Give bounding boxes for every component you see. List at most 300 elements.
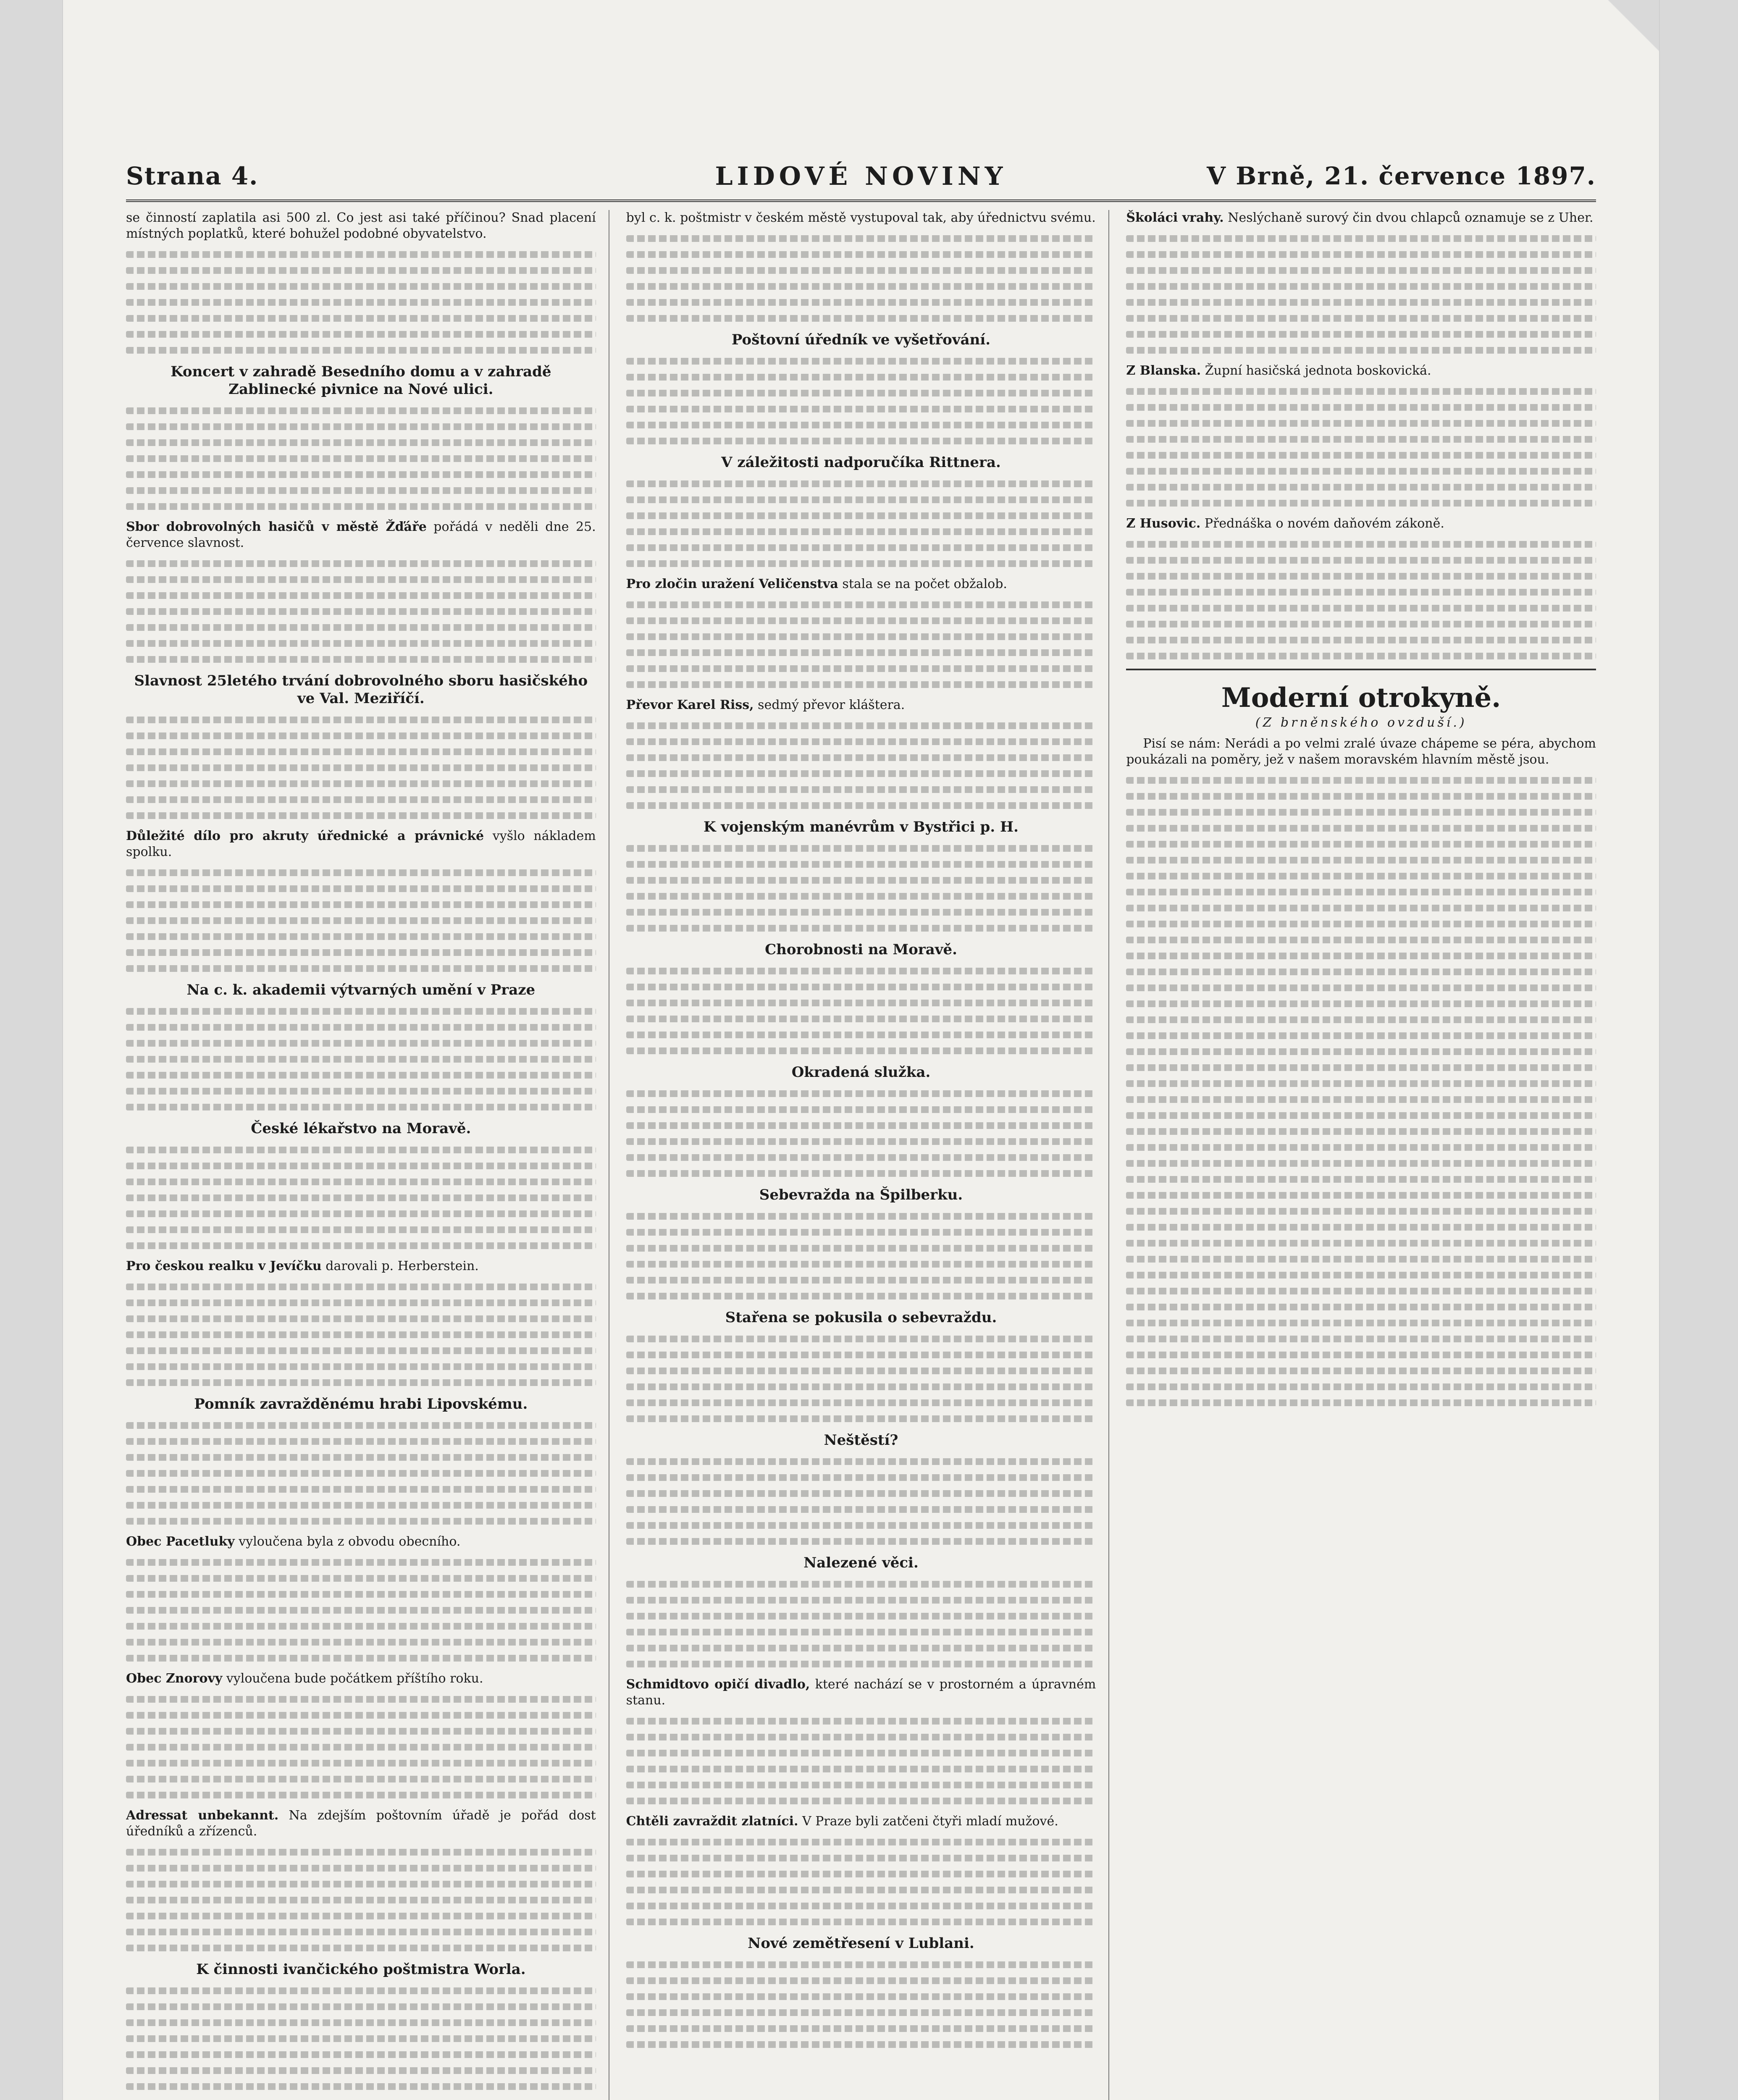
text-lines [1126,484,1596,491]
text-lines [126,965,596,972]
text-lines [626,1782,1096,1788]
text-lines [626,267,1096,274]
article [626,1431,1096,1449]
text-lines [626,1581,1096,1588]
article [626,697,1096,713]
text-lines [1126,1096,1596,1103]
text-lines [626,1903,1096,1909]
text-lines [626,665,1096,672]
text-lines [1126,1336,1596,1342]
text-lines [126,1331,596,1338]
text-lines [1126,1368,1596,1374]
text-lines [626,968,1096,974]
text-lines [126,299,596,306]
text-lines [626,358,1096,365]
text-lines [126,624,596,631]
text-lines [626,1629,1096,1635]
text-lines [126,1897,596,1903]
text-lines [126,1379,596,1386]
text-lines [126,1776,596,1782]
article [626,331,1096,349]
text-lines [126,1575,596,1582]
text-lines [626,1993,1096,2000]
article-text: byl c. k. poštmistr v českém městě vystupoval tak, aby úřednictvu svému. [626,210,1096,225]
article [626,1814,1096,1830]
article-headline: Poštovní úředník ve vyšetřování. [731,331,991,348]
text-lines [126,764,596,771]
text-lines [626,251,1096,258]
article-text: Na zdejším poštovním úřadě je pořád dost úředníků a zřízenců. [126,1808,596,1839]
text-lines [126,2051,596,2058]
text-lines [626,1798,1096,1804]
text-lines [626,1839,1096,1845]
article-headline: Adressat unbekannt. [126,1808,279,1823]
text-lines [626,2041,1096,2048]
text-lines [1126,388,1596,395]
text-lines [1126,777,1596,784]
text-lines [1126,1048,1596,1055]
text-lines [1126,1112,1596,1119]
text-lines [626,1474,1096,1481]
text-lines [626,754,1096,761]
text-lines [126,748,596,755]
column-3-articles [1126,210,1596,659]
text-lines [1126,315,1596,322]
text-lines [1126,621,1596,627]
text-lines [626,984,1096,990]
article [626,941,1096,958]
torn-corner [1592,0,1659,59]
text-lines [126,1226,596,1233]
text-lines [126,1299,596,1306]
text-lines [1126,436,1596,443]
text-lines [1126,1032,1596,1039]
text-lines [626,283,1096,290]
article-text: stala se na počet obžalob. [842,577,1007,591]
text-lines [126,1712,596,1719]
article [626,454,1096,471]
text-lines [1126,1000,1596,1007]
text-lines [126,949,596,956]
text-lines [1126,557,1596,564]
text-lines [126,1623,596,1630]
text-lines [626,786,1096,793]
text-lines [626,1154,1096,1161]
text-lines [626,1277,1096,1284]
text-lines [1126,347,1596,354]
article [126,1671,596,1687]
article-headline: České lékařstvo na Moravě. [251,1120,471,1137]
text-lines [626,877,1096,884]
text-lines [126,1347,596,1354]
text-lines [626,1245,1096,1252]
article-headline: Chorobnosti na Moravě. [765,941,957,958]
text-lines [126,1470,596,1477]
text-lines [1126,825,1596,832]
article [126,1808,596,1840]
text-lines [126,885,596,892]
text-lines [1126,841,1596,848]
article-text: které nachází se v prostorném a úpravném stanu. [626,1677,1096,1708]
text-lines [126,2083,596,2090]
text-lines [626,480,1096,487]
text-lines [626,1000,1096,1006]
text-lines [626,1887,1096,1893]
text-lines [626,617,1096,624]
article [126,1534,596,1550]
article-text: sedmý převor kláštera. [758,698,905,712]
text-lines [626,438,1096,444]
text-lines [626,422,1096,428]
article-headline: Obec Pacetluky [126,1534,235,1549]
text-lines [626,1855,1096,1861]
article-headline: Slavnost 25letého trvání dobrovolného sboru hasičského ve Val. Meziříčí. [134,672,588,707]
text-lines [626,1961,1096,1968]
text-lines [626,1399,1096,1406]
article [1126,363,1596,379]
article-headline: Chtěli zavraždit zlatníci. [626,1814,798,1829]
text-lines [1126,1240,1596,1247]
text-lines [126,1744,596,1751]
column-2 [626,210,1110,2100]
text-lines [626,1490,1096,1497]
article [126,1961,596,1978]
text-lines [126,1865,596,1872]
text-lines [1126,1144,1596,1151]
article [1126,210,1596,226]
text-lines [626,1718,1096,1725]
text-lines [1126,637,1596,643]
feature-body: Pisí se nám: Nerádi a po velmi zralé úvaze chápeme se péra, abychom poukázali na poměry, jež v našem moravském hlavním městě jsou. [1126,736,1596,767]
text-lines [126,592,596,599]
text-lines [126,560,596,567]
text-lines [126,1591,596,1598]
text-lines [1126,283,1596,290]
text-lines [1126,1288,1596,1294]
page-header [126,162,1596,202]
text-lines [126,1024,596,1031]
text-lines [126,455,596,462]
text-lines [126,1072,596,1079]
text-lines [626,1871,1096,1877]
text-lines [626,390,1096,396]
page-label: Strana 4. [126,162,259,190]
text-lines [1126,921,1596,927]
date-line: V Brně, 21. července 1897. [1207,162,1596,190]
text-lines [1126,873,1596,879]
text-lines [1126,953,1596,959]
text-lines [126,1363,596,1370]
text-lines [626,1293,1096,1299]
article [626,1677,1096,1709]
article-text: pořádá v neděli dne 25. července slavnost. [126,520,596,550]
article [126,363,596,398]
text-lines [626,1766,1096,1772]
article [626,818,1096,836]
text-lines [626,299,1096,306]
article-text: Přednáška o novém daňovém zákoně. [1204,516,1444,531]
article-text: vyloučena byla z obvodu obecního. [239,1534,461,1549]
text-lines [1126,1256,1596,1263]
article-text: darovali p. Herberstein. [326,1259,479,1273]
text-lines [126,1559,596,1566]
text-lines [126,487,596,494]
article-headline: Sebevražda na Špilberku. [759,1186,963,1203]
text-lines [126,2003,596,2010]
article [126,210,596,242]
text-lines [1126,1208,1596,1215]
article-text: se činností zaplatila asi 500 zl. Co jest asi také příčinou? Snad placení místných poplatků, které bohužel podobné obyvatelstvo. [126,210,596,241]
article-headline: Důležité dílo pro akruty úřednické a právnické [126,829,484,843]
article [126,1120,596,1137]
text-lines [626,2009,1096,2016]
article [626,1554,1096,1572]
text-lines [126,1422,596,1429]
text-lines [126,1315,596,1322]
text-lines [126,1913,596,1919]
article [126,828,596,860]
text-lines [1126,1272,1596,1278]
article-headline: Nové zemětřesení v Lublani. [748,1935,974,1952]
text-lines [126,251,596,258]
text-lines [126,796,596,803]
text-lines [626,845,1096,852]
article-headline: Obec Znorovy [126,1671,223,1686]
paper-title: LIDOVÉ NOVINY [715,162,1007,191]
text-lines [626,681,1096,688]
text-lines [126,1696,596,1703]
text-lines [126,503,596,510]
text-lines [1126,889,1596,895]
article [626,1186,1096,1204]
article [126,981,596,999]
text-lines [626,1138,1096,1145]
text-lines [626,722,1096,729]
text-lines [626,1229,1096,1236]
text-lines [126,2019,596,2026]
article-text: Neslýchaně surový čin dvou chlapců oznamuje se z Uher. [1228,210,1594,225]
text-lines [626,1458,1096,1465]
text-lines [626,1415,1096,1422]
text-lines [126,656,596,663]
text-lines [626,496,1096,503]
article [126,672,596,707]
text-lines [1126,251,1596,258]
text-lines [126,2067,596,2074]
text-lines [126,1655,596,1662]
article-text: vyšlo nákladem spolku. [126,829,596,859]
text-lines [126,347,596,354]
text-lines [126,1792,596,1798]
article-headline: Okradená služka. [791,1064,931,1081]
text-lines [126,1502,596,1509]
text-lines [626,1261,1096,1268]
article-headline: K vojenským manévrům v Bystřici p. H. [704,819,1019,835]
article [626,576,1096,592]
text-lines [126,1454,596,1461]
text-lines [626,1336,1096,1342]
article-headline: K činnosti ivančického poštmistra Worla. [196,1961,526,1978]
text-lines [1126,937,1596,943]
text-lines [626,1122,1096,1129]
text-lines [626,925,1096,932]
text-lines [626,1506,1096,1513]
article-headline: Nalezené věci. [803,1554,919,1571]
text-lines [126,1040,596,1047]
text-lines [126,917,596,924]
text-lines [626,544,1096,551]
text-lines [1126,299,1596,306]
text-lines [1126,1128,1596,1135]
article [626,1063,1096,1081]
text-lines [626,633,1096,640]
article [126,519,596,551]
text-lines [626,909,1096,916]
text-lines [126,1728,596,1735]
text-lines [126,1242,596,1249]
text-lines [126,1607,596,1614]
text-lines [1126,1399,1596,1406]
text-lines [126,267,596,274]
text-lines [1126,404,1596,411]
text-lines [126,1056,596,1063]
article-text: V Praze byli zatčeni čtyři mladí mužové. [802,1814,1058,1829]
text-lines [126,732,596,739]
text-lines [626,861,1096,868]
newspaper-page [63,0,1659,2100]
text-lines [626,1734,1096,1740]
text-lines [1126,1080,1596,1087]
text-lines [626,1368,1096,1374]
feature-title: Moderní otrokyně. [1126,669,1596,715]
article-headline: Převor Karel Riss, [626,698,754,712]
text-lines [126,1210,596,1217]
article [1126,516,1596,532]
article-headline: Na c. k. akademii výtvarných umění v Praze [186,982,536,998]
article [126,1258,596,1274]
text-lines [126,780,596,787]
text-lines [626,738,1096,745]
text-lines [626,1613,1096,1620]
text-lines [626,1645,1096,1651]
text-lines [126,933,596,940]
column-3 [1126,210,1596,2100]
text-lines [126,608,596,615]
text-lines [126,1760,596,1767]
text-lines [1126,1192,1596,1199]
text-lines [126,1438,596,1445]
text-lines [1126,420,1596,427]
text-lines [126,315,596,322]
text-lines [626,1522,1096,1529]
text-lines [126,1881,596,1887]
text-lines [626,1750,1096,1756]
text-lines [626,1047,1096,1054]
text-lines [626,1170,1096,1177]
text-lines [1126,1320,1596,1326]
text-lines [626,512,1096,519]
text-lines [626,770,1096,777]
text-lines [1126,605,1596,612]
article-text: Župní hasičská jednota boskovická. [1205,363,1431,378]
article-headline: Koncert v zahradě Besedního domu a v zahradě Zablinecké pivnice na Nové ulici. [171,363,551,398]
text-lines [126,812,596,819]
text-lines [126,1929,596,1935]
text-lines [1126,1160,1596,1167]
text-lines [1126,1176,1596,1183]
text-lines [1126,500,1596,507]
text-lines [126,1639,596,1646]
text-lines [1126,589,1596,596]
text-lines [1126,573,1596,580]
text-lines [1126,984,1596,991]
text-lines [126,331,596,338]
text-lines [1126,235,1596,242]
article-headline: Sbor dobrovolných hasičů v městě Žďáře [126,520,427,534]
text-lines [626,893,1096,900]
text-lines [126,640,596,647]
text-lines [626,649,1096,656]
text-lines [1126,1064,1596,1071]
article [626,1309,1096,1326]
text-lines [126,901,596,908]
text-lines [1126,1352,1596,1358]
text-lines [126,471,596,478]
article-headline: Schmidtovo opičí divadlo, [626,1677,810,1692]
text-lines [126,1163,596,1169]
text-lines [126,1987,596,1994]
article [126,1395,596,1413]
text-lines [626,560,1096,567]
article-headline: Z Blanska. [1126,363,1201,378]
text-lines [1126,267,1596,274]
text-lines [1126,1224,1596,1231]
article-headline: Pomník zavražděnému hrabi Lipovskému. [194,1396,528,1412]
text-lines [1126,331,1596,338]
text-lines [626,1919,1096,1925]
text-lines [626,1661,1096,1667]
article [626,1935,1096,1952]
text-lines [126,1008,596,1015]
text-lines [626,1538,1096,1545]
text-lines [1126,1383,1596,1390]
article-columns [126,210,1596,2100]
text-lines [626,374,1096,381]
text-lines [126,1179,596,1185]
text-lines [1126,905,1596,911]
text-lines [626,1016,1096,1022]
text-lines [626,1106,1096,1113]
article-text: vyloučena bude počátkem příštího roku. [226,1671,483,1686]
text-lines [126,869,596,876]
text-lines [626,315,1096,322]
text-lines [126,1486,596,1493]
text-lines [626,2025,1096,2032]
text-lines [1126,653,1596,659]
text-lines [126,1194,596,1201]
text-lines [126,1147,596,1153]
text-lines [626,1597,1096,1604]
text-lines [626,1977,1096,1984]
text-lines [126,717,596,723]
text-lines [126,576,596,583]
text-lines [126,1284,596,1290]
article-headline: Neštěstí? [824,1432,898,1449]
text-lines [126,1945,596,1951]
article-headline: Stařena se pokusila o sebevraždu. [725,1309,997,1326]
text-lines [126,2035,596,2042]
text-lines [126,1518,596,1525]
